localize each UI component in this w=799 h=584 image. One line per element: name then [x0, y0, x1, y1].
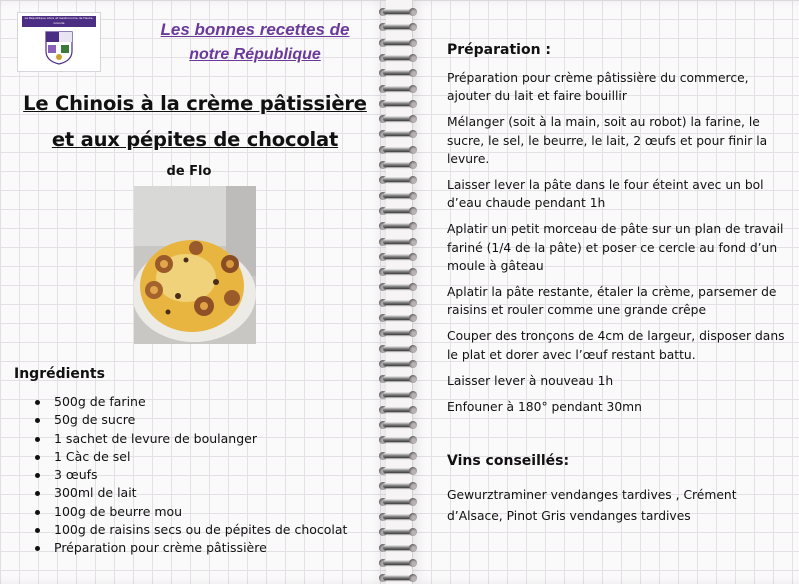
spiral-ring	[379, 113, 417, 125]
binding-hole	[409, 513, 417, 521]
spiral-ring	[379, 144, 417, 156]
spiral-ring	[379, 511, 417, 523]
spiral-ring	[379, 21, 417, 33]
binding-hole	[409, 482, 417, 490]
ingredient-item: 100g de beurre mou	[14, 503, 347, 521]
preparation-step: Enfouner à 180° pendant 30mn	[447, 400, 642, 415]
binding-hole	[409, 498, 417, 506]
binding-hole	[409, 299, 417, 307]
binding-hole	[409, 345, 417, 353]
spiral-ring	[379, 205, 417, 217]
ingredient-item: 300ml de lait	[14, 484, 347, 502]
binding-hole	[409, 176, 417, 184]
binding-hole	[409, 54, 417, 62]
preparation-steps	[447, 69, 787, 424]
spiral-ring	[379, 496, 417, 508]
ingredients-list	[14, 393, 347, 558]
spiral-ring	[379, 312, 417, 324]
spiral-ring	[379, 236, 417, 248]
binding-hole	[409, 222, 417, 230]
spiral-ring	[379, 220, 417, 232]
spiral-ring	[379, 389, 417, 401]
binding-hole	[409, 85, 417, 93]
spiral-ring	[379, 190, 417, 202]
binding-hole	[409, 69, 417, 77]
spiral-ring	[379, 159, 417, 171]
preparation-heading: Préparation :	[447, 42, 552, 58]
binding-hole	[409, 8, 417, 16]
spiral-ring	[379, 450, 417, 462]
tagline-line-2: notre République	[189, 46, 321, 63]
binding-hole	[409, 161, 417, 169]
spiral-ring	[379, 52, 417, 64]
binding-hole	[409, 314, 417, 322]
binding-hole	[409, 467, 417, 475]
spiral-ring	[379, 434, 417, 446]
binding-hole	[409, 421, 417, 429]
binding-hole	[409, 406, 417, 414]
ingredient-item: 500g de farine	[14, 393, 347, 411]
binding-hole	[409, 436, 417, 444]
preparation-step: Laisser lever à nouveau 1h	[447, 373, 614, 388]
binding-hole	[409, 391, 417, 399]
recipe-author: de Flo	[166, 164, 212, 179]
binding-hole	[409, 253, 417, 261]
recipe-title-line-2: et aux pépites de chocolat	[51, 128, 339, 151]
recipe-title-line-1: Le Chinois à la crème pâtissière	[23, 92, 367, 115]
ingredient-item: 1 Càc de sel	[14, 448, 347, 466]
spiral-ring	[379, 480, 417, 492]
binding-hole	[409, 238, 417, 246]
spiral-ring	[379, 266, 417, 278]
binding-hole	[409, 329, 417, 337]
republic-logo	[17, 12, 101, 72]
spiral-ring	[379, 281, 417, 293]
binding-hole	[409, 130, 417, 138]
spiral-ring	[379, 404, 417, 416]
binding-hole	[409, 528, 417, 536]
binding-hole	[409, 268, 417, 276]
cake-photo	[134, 186, 256, 344]
spiral-ring	[379, 557, 417, 569]
spiral-ring	[379, 358, 417, 370]
spiral-ring	[379, 37, 417, 49]
binding-hole	[409, 146, 417, 154]
binding-hole	[409, 100, 417, 108]
wines-heading: Vins conseillés:	[447, 453, 570, 469]
ingredient-item: 1 sachet de levure de boulanger	[14, 430, 347, 448]
spiral-ring	[379, 526, 417, 538]
spiral-binding	[379, 0, 419, 584]
spiral-ring	[379, 297, 417, 309]
binding-hole	[409, 23, 417, 31]
binding-hole	[409, 192, 417, 200]
spiral-ring	[379, 373, 417, 385]
tagline-line-1: Les bonnes recettes de	[160, 20, 350, 39]
ingredient-item: 50g de sucre	[14, 411, 347, 429]
spiral-ring	[379, 542, 417, 554]
binding-hole	[409, 360, 417, 368]
binding-hole	[409, 574, 417, 582]
binding-hole	[409, 283, 417, 291]
spiral-ring	[379, 465, 417, 477]
preparation-step: Aplatir un petit morceau de pâte sur un plan de travail fariné (1/4 de la pâte) et poser ce cercle au fond d’un moule à gâteau	[447, 222, 784, 273]
binding-hole	[409, 39, 417, 47]
preparation-step: Couper des tronçons de 4cm de largeur, disposer dans le plat et dorer avec l’œuf restant battu.	[447, 329, 785, 362]
ingredient-item: 3 œufs	[14, 466, 347, 484]
spiral-ring	[379, 83, 417, 95]
preparation-step: Aplatir la pâte restante, étaler la crème, parsemer de raisins et rouler comme une grande crêpe	[447, 285, 777, 318]
spiral-ring	[379, 251, 417, 263]
spiral-ring	[379, 174, 417, 186]
binding-hole	[409, 544, 417, 552]
spiral-ring	[379, 98, 417, 110]
ingredient-item: Préparation pour crème pâtissière	[14, 539, 347, 557]
spiral-ring	[379, 572, 417, 584]
spiral-ring	[379, 343, 417, 355]
preparation-step: Mélanger (soit à la main, soit au robot) la farine, le sucre, le sel, le beurre, le lait, 2 œufs et pour finir la levure.	[447, 115, 768, 166]
spiral-ring	[379, 6, 417, 18]
binding-hole	[409, 115, 417, 123]
ingredients-heading: Ingrédients	[14, 366, 105, 382]
wines-text: Gewurztraminer vendanges tardives , Crément d’Alsace, Pinot Gris vendanges tardives	[447, 488, 737, 523]
binding-hole	[409, 559, 417, 567]
spiral-ring	[379, 419, 417, 431]
binding-hole	[409, 375, 417, 383]
ingredient-item: 100g de raisins secs ou de pépites de chocolat	[14, 521, 347, 539]
coat-of-arms-icon	[45, 31, 73, 65]
binding-hole	[409, 207, 417, 215]
spiral-ring	[379, 67, 417, 79]
logo-banner-text: La République Libre et Gastronome de Haute-Grande	[22, 16, 96, 27]
spiral-ring	[379, 327, 417, 339]
spiral-ring	[379, 128, 417, 140]
binding-hole	[409, 452, 417, 460]
preparation-step: Préparation pour crème pâtissière du commerce, ajouter du lait et faire bouillir	[447, 71, 749, 104]
preparation-step: Laisser lever la pâte dans le four éteint avec un bol d’eau chaude pendant 1h	[447, 178, 764, 211]
